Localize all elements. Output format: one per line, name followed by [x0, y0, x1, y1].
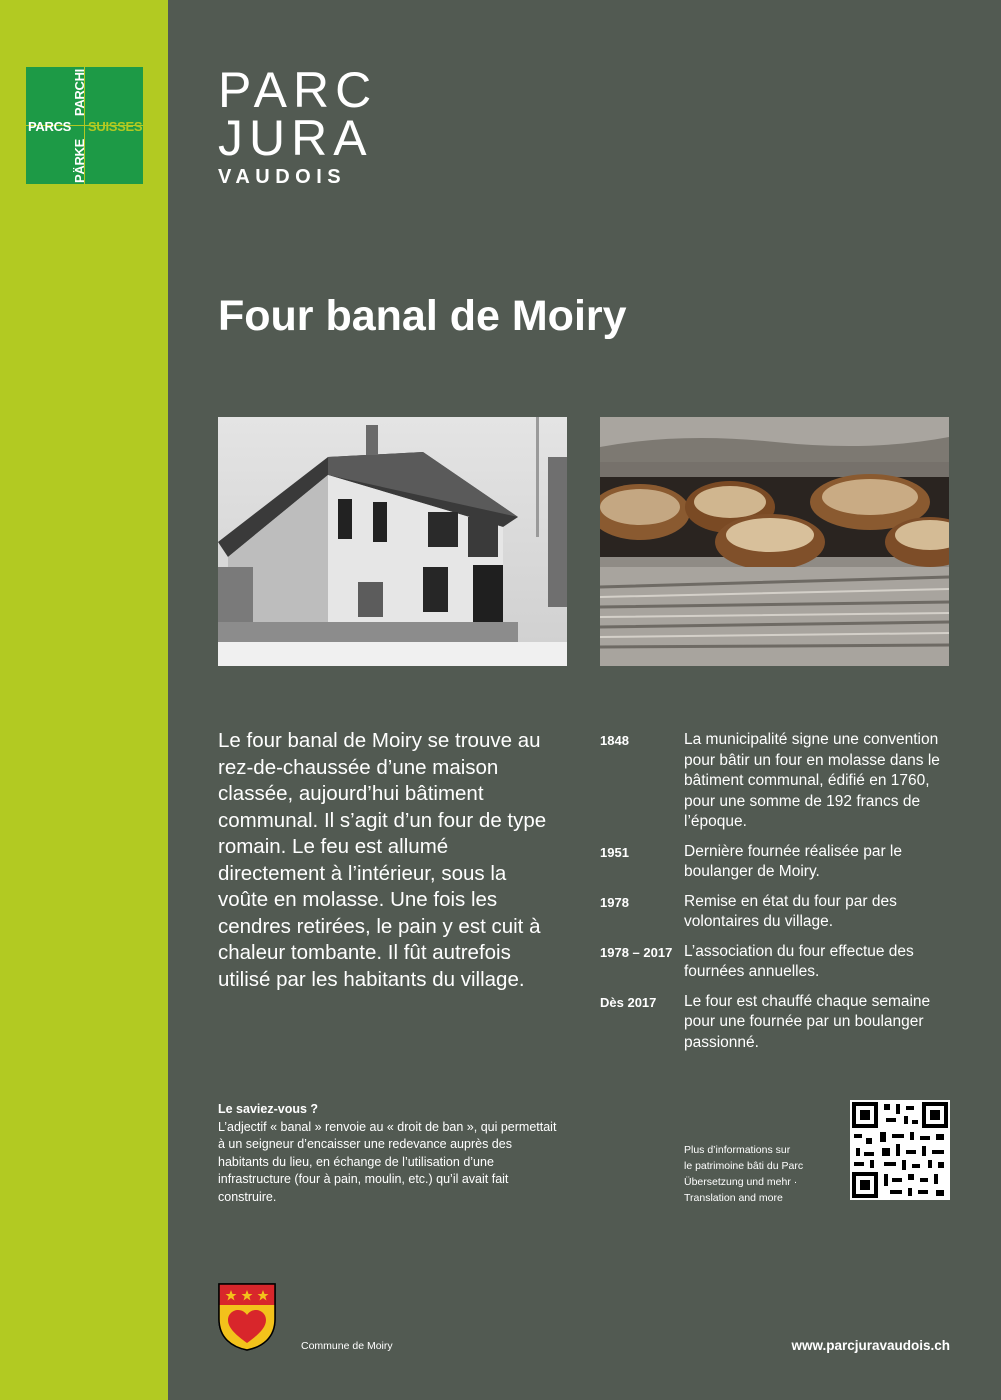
- did-you-know-title: Le saviez-vous ?: [218, 1102, 319, 1116]
- side-accent-bar: [0, 0, 168, 1400]
- website-link[interactable]: www.parcjuravaudois.ch: [791, 1338, 950, 1353]
- timeline-text: Le four est chauffé chaque semaine pour une fournée par un boulanger passionné.: [684, 992, 931, 1051]
- more-info-line: Plus d’informations sur: [684, 1144, 791, 1156]
- timeline-text: L’association du four effectue des fournées annuelles.: [684, 942, 914, 980]
- more-info-line: Translation and more: [684, 1192, 783, 1204]
- more-info-line: Übersetzung und mehr ·: [684, 1176, 798, 1188]
- page-title: Four banal de Moiry: [218, 292, 627, 340]
- house-photo: [218, 417, 567, 666]
- timeline-year: 1848: [600, 733, 629, 748]
- brand-line-1: PARC: [218, 62, 378, 118]
- timeline-year: Dès 2017: [600, 994, 657, 1010]
- timeline-text: Dernière fournée réalisée par le boulanger de Moiry.: [684, 842, 902, 880]
- brand-line-2: JURA: [218, 110, 373, 166]
- timeline-entry: [600, 730, 955, 833]
- logo-suisses: SUISSES: [88, 119, 143, 134]
- coat-of-arms: [218, 1283, 276, 1351]
- commune-label: Commune de Moiry: [301, 1340, 393, 1352]
- logo-parchi: PARCHI: [72, 69, 87, 117]
- logo-parcs: PARCS: [28, 119, 72, 134]
- logo-parke: PÄRKE: [72, 139, 87, 184]
- intro-text: Le four banal de Moiry se trouve au rez-de-chaussée d’une maison classée, aujourd’hui bâtiment communal. Il s’agit d’un four de type romain. Le feu est allumé directement à l’intérieur, sous la voûte en molasse. Une fois les cendres retirées, le pain y est cuit à chaleur tombante. Il fût autrefois utilisé par les habitants du village.: [218, 729, 547, 991]
- brand-line-3: VAUDOIS: [218, 166, 347, 188]
- qr-code[interactable]: [850, 1100, 950, 1200]
- more-info-text: [684, 1142, 803, 1206]
- timeline-entry: [600, 992, 955, 1054]
- timeline-text: Remise en état du four par des volontaires du village.: [684, 892, 897, 930]
- timeline-entry: [600, 892, 955, 933]
- timeline-year: 1978 – 2017: [600, 944, 673, 960]
- parcs-suisses-logo: [26, 67, 143, 184]
- timeline-text: La municipalité signe une convention pour bâtir un four en molasse dans le bâtiment communal, édifié en 1760, pour une somme de 192 francs de l’époque.: [684, 731, 940, 830]
- parc-jura-vaudois-logo: [218, 62, 378, 189]
- timeline-entry: [600, 842, 955, 883]
- history-timeline: [600, 730, 955, 1062]
- did-you-know-text: L’adjectif « banal » renvoie au « droit de ban », qui permettait à un seigneur d’encaisser une redevance auprès des habitants du lieu, en échange de l’utilisation d’une infrastructure (four à pain, moulin, etc.) qu’il avait fait construire.: [218, 1119, 557, 1204]
- timeline-year: 1951: [600, 844, 629, 860]
- more-info-line: le patrimoine bâti du Parc: [684, 1160, 804, 1172]
- did-you-know-box: [218, 1101, 558, 1206]
- timeline-year: 1978: [600, 894, 629, 910]
- timeline-entry: [600, 942, 955, 983]
- bread-photo: [600, 417, 949, 666]
